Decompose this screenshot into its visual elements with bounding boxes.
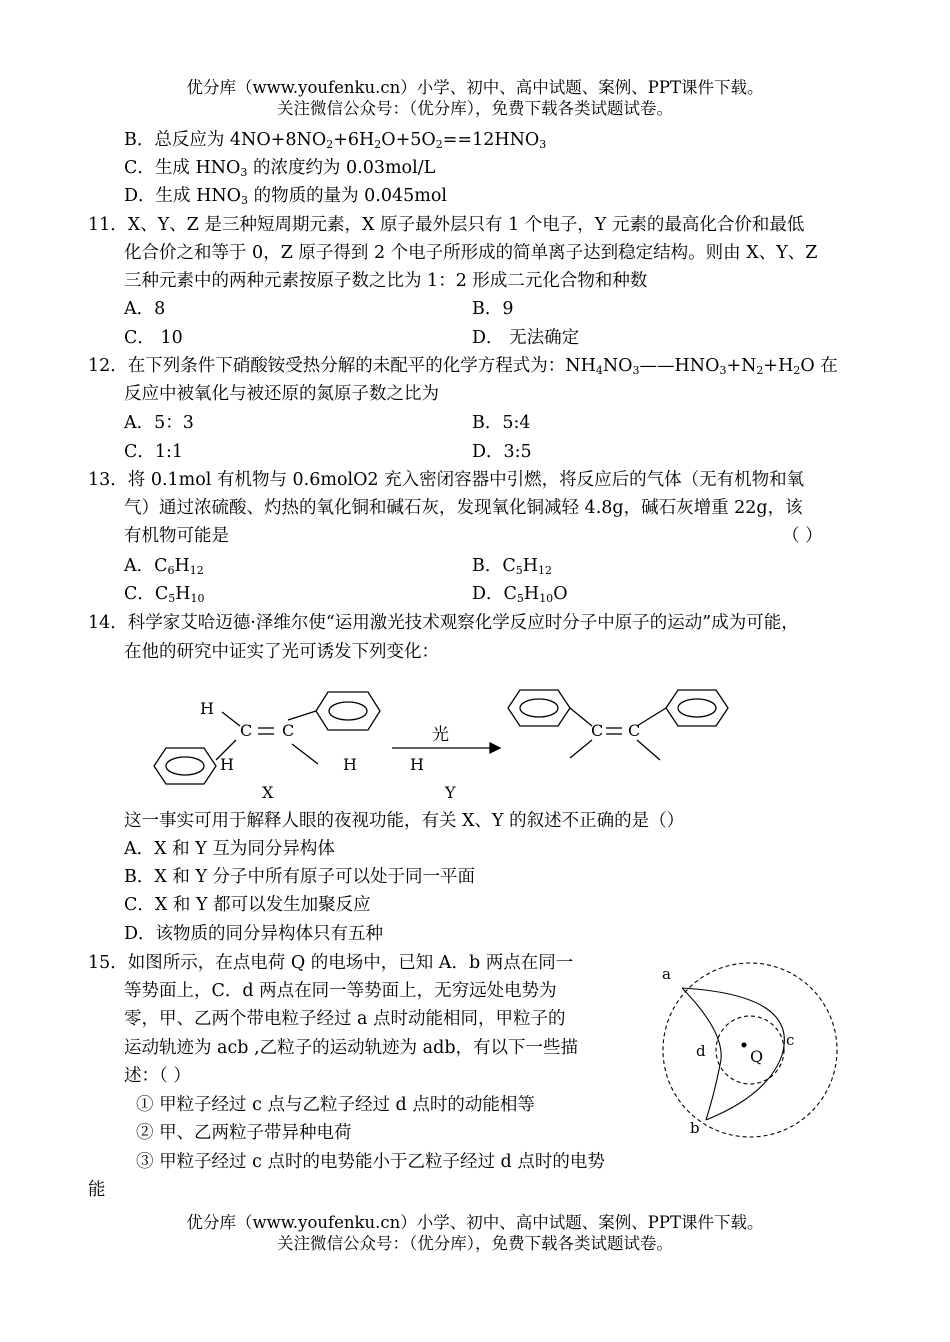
header-line-1: 优分库（www.youfenku.cn）小学、初中、高中试题、案例、PPT课件下载。 — [186, 78, 764, 97]
footer-line-2: 关注微信公众号：（优分库），免费下载各类试题试卷。 — [277, 1234, 673, 1253]
atom-label-c: C — [282, 721, 295, 740]
atom-label-h: H — [200, 699, 214, 718]
atom-label-h: H — [343, 755, 357, 774]
q10-option-d: D．生成 $HNO_3$ 的物质的量为 0.045mol — [124, 186, 447, 207]
q13-option-d: D．$C_5H_{10}O$ — [472, 584, 568, 605]
q13-stem-line-3: 有机物可能是 — [124, 526, 229, 546]
header-line-2: 关注微信公众号：（优分库），免费下载各类试题试卷。 — [277, 99, 673, 118]
q12-stem-line-1: 12．在下列条件下硝酸铵受热分解的未配平的化学方程式为：$NH_4NO_3——HNO_3+N_2+H_2O$ 在 — [88, 356, 838, 377]
q12-option-d: D．3:5 — [472, 442, 532, 462]
atom-label-c: C — [591, 721, 604, 740]
q14-stem-line-3: 这一事实可用于解释人眼的夜视功能，有关 X、Y 的叙述不正确的是（） — [124, 811, 685, 831]
benzene-inner-ring — [678, 699, 716, 717]
q13-option-c: C．$C_5H_{10}$ — [124, 584, 205, 605]
q15-statement-2: ② 甲、乙两粒子带异种电荷 — [136, 1123, 352, 1143]
q11-stem-line-1: 11．X、Y、Z 是三种短周期元素，X 原子最外层只有 1 个电子，Y 元素的最高化合价和最低 — [88, 215, 805, 235]
q15-stem-line-4: 运动轨迹为 acb ,乙粒子的运动轨迹为 adb，有以下一些描 — [124, 1038, 579, 1058]
q13-option-b: B．$C_5H_{12}$ — [472, 556, 553, 577]
q11-stem-line-3: 三种元素中的两种元素按原子数之比为 1：2 形成二元化合物和种数 — [124, 271, 648, 291]
benzene-inner-ring — [520, 699, 558, 717]
point-label-c: c — [786, 1031, 795, 1049]
q11-stem-line-2: 化合价之和等于 0，Z 原子得到 2 个电子所形成的简单离子达到稳定结构。则由 X、Y、Z — [124, 243, 818, 263]
q13-stem-line-2: 气）通过浓硫酸、灼热的氧化铜和碱石灰，发现氧化铜减轻 4.8g，碱石灰增重 22g，该 — [124, 498, 803, 518]
point-charge-label-q: Q — [750, 1047, 764, 1066]
q11-option-d: D． 无法确定 — [472, 328, 580, 348]
q14-stem-line-2: 在他的研究中证实了光可诱发下列变化： — [124, 642, 439, 662]
molecule-label-x: X — [262, 783, 274, 802]
q11-option-c: C． 10 — [124, 328, 183, 348]
q11-option-b: B．9 — [472, 299, 514, 319]
reaction-condition-light: 光 — [432, 725, 449, 745]
q14-stem-line-1: 14．科学家艾哈迈德·泽维尔使“运用激光技术观察化学反应时分子中原子的运动”成为可能， — [88, 613, 799, 633]
q13-stem-line-1: 13．将 0.1mol 有机物与 0.6molO2 充入密闭容器中引燃，将反应后的气体（无有机物和氧 — [88, 470, 805, 490]
q14-reaction-diagram — [140, 678, 740, 808]
q15-stem-line-1: 15．如图所示，在点电荷 Q 的电场中，已知 A．b 两点在同一 — [88, 953, 574, 973]
q15-statement-1: ① 甲粒子经过 c 点与乙粒子经过 d 点时的动能相等 — [136, 1095, 535, 1115]
q15-statement-3-cont: 能 — [88, 1180, 106, 1200]
q15-stem-line-3: 零，甲、乙两个带电粒子经过 a 点时动能相同，甲粒子的 — [124, 1009, 566, 1029]
q14-option-c: C．X 和 Y 都可以发生加聚反应 — [124, 895, 371, 915]
footer-line-1: 优分库（www.youfenku.cn）小学、初中、高中试题、案例、PPT课件下载。 — [186, 1213, 764, 1232]
q14-option-a: A．X 和 Y 互为同分异构体 — [124, 839, 335, 859]
q14-option-b: B．X 和 Y 分子中所有原子可以处于同一平面 — [124, 867, 476, 887]
q15-statement-3: ③ 甲粒子经过 c 点时的电势能小于乙粒子经过 d 点时的电势 — [136, 1152, 605, 1172]
q11-option-a: A．8 — [124, 299, 166, 319]
benzene-ring — [316, 692, 380, 730]
q13-answer-paren: （ ） — [782, 526, 823, 546]
q10-option-b: B．总反应为 $4NO+8NO_2+6H_2O+5O_2==12HNO_3$ — [124, 130, 547, 151]
q12-stem-line-2: 反应中被氧化与被还原的氮原子数之比为 — [124, 384, 439, 404]
point-charge-q-dot — [742, 1043, 747, 1048]
q15-stem-line-2: 等势面上，C．d 两点在同一等势面上，无穷远处电势为 — [124, 981, 557, 1001]
q14-option-d: D．该物质的同分异构体只有五种 — [124, 924, 384, 944]
benzene-ring — [666, 690, 728, 726]
q12-option-b: B．5:4 — [472, 413, 531, 433]
q12-option-c: C．1:1 — [124, 442, 184, 462]
benzene-ring — [508, 690, 570, 726]
point-label-d: d — [696, 1042, 706, 1060]
q10-option-c: C．生成 $HNO_3$ 的浓度约为 0.03mol/L — [124, 158, 436, 179]
benzene-inner-ring — [166, 757, 204, 775]
benzene-inner-ring — [329, 702, 367, 720]
q15-stem-line-5: 述：（ ） — [124, 1066, 191, 1086]
point-label-b: b — [690, 1119, 700, 1137]
atom-label-h: H — [220, 755, 234, 774]
atom-label-c: C — [240, 721, 253, 740]
point-label-a: a — [662, 965, 671, 983]
q15-electric-field-figure — [650, 955, 845, 1145]
q12-option-a: A．5：3 — [124, 413, 194, 433]
molecule-label-y: Y — [445, 783, 456, 802]
atom-label-h: H — [410, 755, 424, 774]
benzene-ring — [154, 748, 216, 784]
q13-option-a: A．$C_6H_{12}$ — [124, 556, 204, 577]
atom-label-c: C — [628, 721, 641, 740]
